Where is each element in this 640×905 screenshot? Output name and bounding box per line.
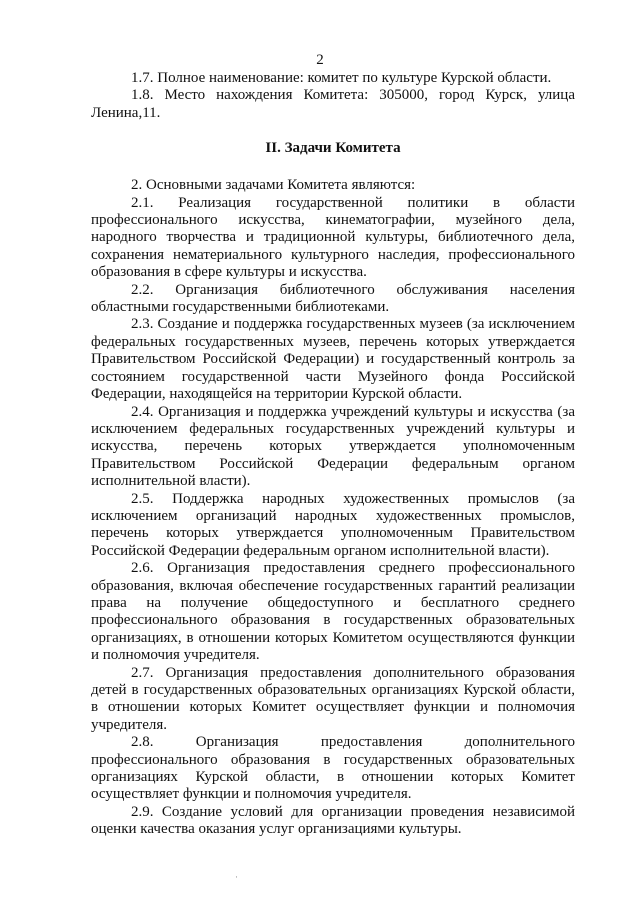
page-number: 2 xyxy=(316,52,324,68)
paragraph-2-5: 2.5. Поддержка народных художественных промыслов (за исключением организаций народных художественных промыслов, перечень которых утверждается уполномоченным Правительством Российской Федерации федеральным органом исполнительной власти). xyxy=(91,490,575,559)
scan-speck: · xyxy=(235,872,238,882)
paragraph-2-7: 2.7. Организация предоставления дополнительного образования детей в государственных образовательных организациях Курской области, в отношении которых Комитет осуществляет функции и полномочия учредителя. xyxy=(91,664,575,733)
paragraph-2-4: 2.4. Организация и поддержка учреждений культуры и искусства (за исключением федеральных государственных учреждений культуры и искусства, перечень которых утверждается уполномоченным Правительством Российской Федерации федеральным органом исполнительной власти). xyxy=(91,403,575,490)
paragraph-1-8: 1.8. Место нахождения Комитета: 305000, город Курск, улица Ленина,11. xyxy=(91,87,575,121)
section-heading: II. Задачи Комитета xyxy=(265,140,401,157)
paragraph-2-3: 2.3. Создание и поддержка государственных музеев (за исключением федеральных государственных музеев, перечень которых утверждается Правительством Российской Федерации) и государственный контроль за состоянием государственной части Музейного фонда Российской Федерации, находящейся на территории Курской области. xyxy=(91,316,575,403)
document-body xyxy=(91,70,575,839)
paragraph-2-6: 2.6. Организация предоставления среднего профессионального образования, включая обеспечение государственных гарантий реализации права на получение общедоступного и бесплатного среднего профессионального образования в государственных образовательных организациях, в отношении которых Комитетом осуществляются функции и полномочия учредителя. xyxy=(91,560,575,664)
paragraph-1-7: 1.7. Полное наименование: комитет по культуре Курской области. xyxy=(131,70,552,86)
paragraph-2: 2. Основными задачами Комитета являются: xyxy=(131,177,416,194)
paragraph-2-1: 2.1. Реализация государственной политики в области профессионального искусства, кинематографии, музейного дела, народного творчества и традиционной культуры, библиотечного дела, сохранения нематериального культурного наследия, профессионального образования в сфере культуры и искусства. xyxy=(91,194,575,281)
paragraph-2-2: 2.2. Организация библиотечного обслуживания населения областными государственными библиотеками. xyxy=(91,281,575,316)
paragraph-2-9: 2.9. Создание условий для организации проведения независимой оценки качества оказания услуг организациями культуры. xyxy=(91,803,575,838)
paragraph-2-8: 2.8. Организация предоставления дополнительного профессионального образования в государственных образовательных организациях Курской области, в отношении которых Комитет осуществляет функции и полномочия учредителя. xyxy=(91,734,575,803)
